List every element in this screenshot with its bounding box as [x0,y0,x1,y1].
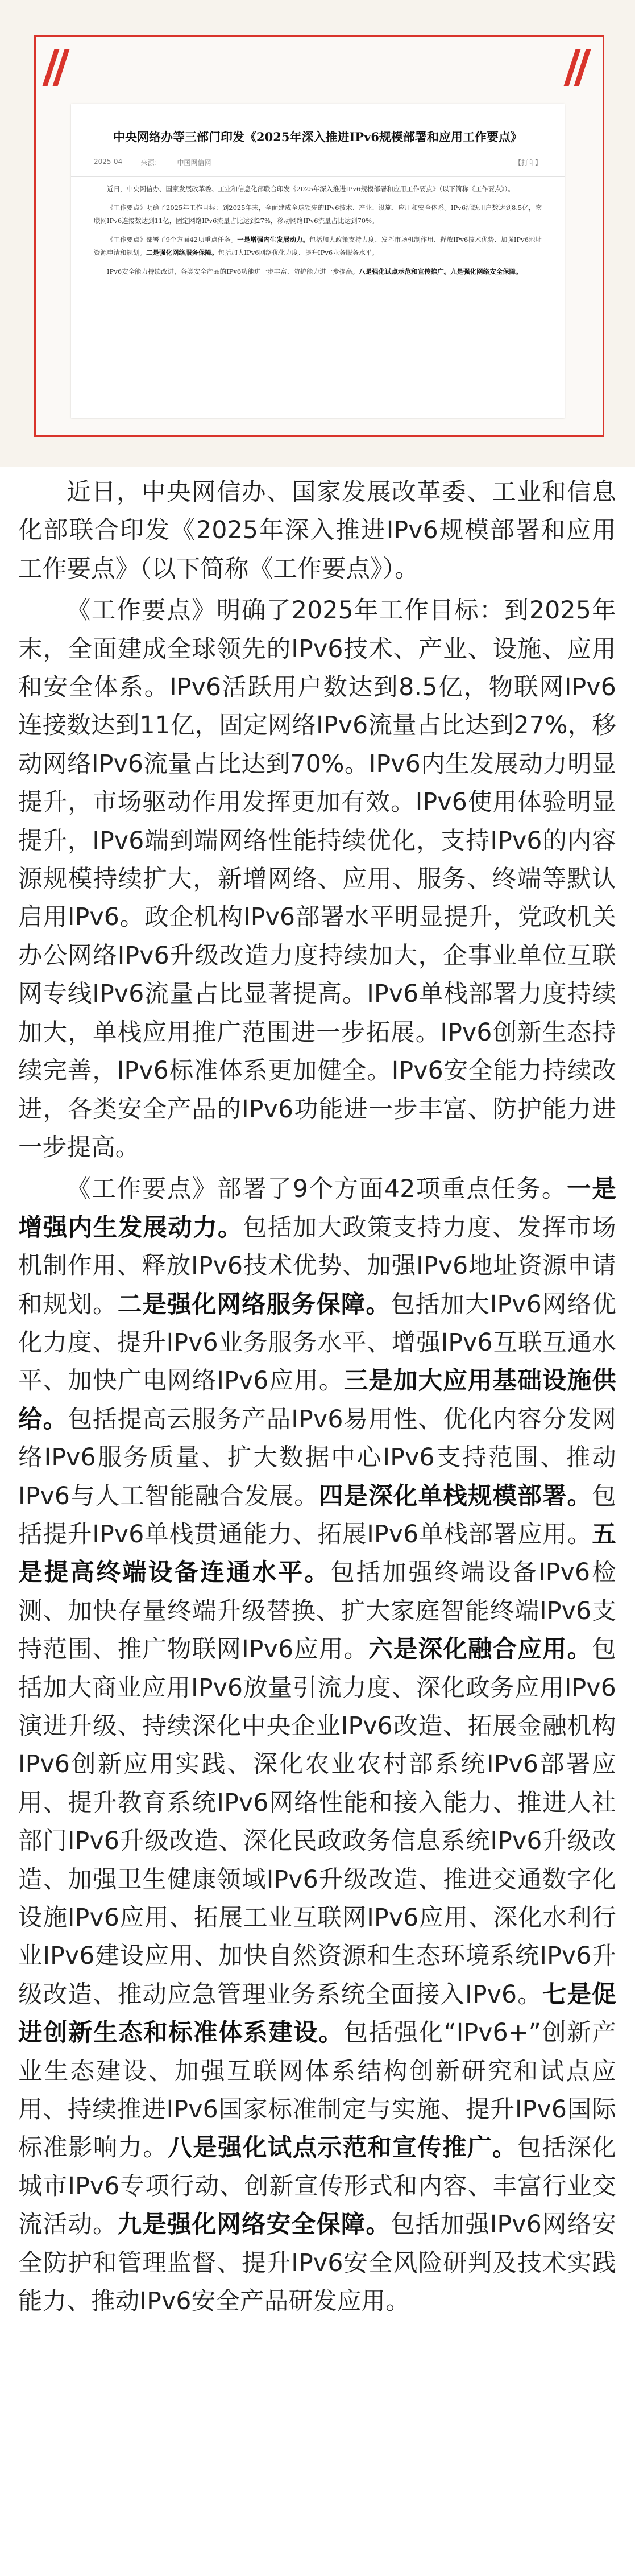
bold-heading: 九是强化网络安全保障。 [450,267,522,275]
bold-heading: 三是加大应用基础设施供给。 [18,1367,617,1434]
paragraph [71,259,565,278]
text-run: IPv6安全能力持续改进，各类安全产品的IPv6功能进一步丰富、防护能力进一步提高。 [107,267,359,275]
text-run: 包括加大商业应用IPv6放量引流力度、深化政务应用IPv6演进升级、持续深化中央企业IPv6改造、拓展金融机构IPv6创新应用实践、深化农业农村部系统IPv6部署应用、提升教育系统IPv6网络性能和接入能力、推进人社部门IPv6升级改造、深化民政政务信息系统IPv6升级改造、加强卫生健康领域IPv6升级改造、推进交通数字化设施IPv6应用、拓展工业互联网IPv6应用、深化水利行业IPv6建设应用、加快自然资源和生态环境系统IPv6升级改造、推动应急管理业务系统全面接入IPv6。 [18,1636,616,2009]
paragraph [18,1170,616,2321]
text-run: 包括加大IPv6网络优化力度、提升IPv6业务服务水平、增强IPv6互联互通水平、加快广电网络IPv6应用。 [18,1290,616,1396]
paragraph [18,473,616,588]
text-run: 《工作要点》明确了2025年工作目标：到2025年末，全面建成全球领先的IPv6技术、产业、设施、应用和安全体系。IPv6活跃用户数达到8.5亿，物联网IPv6连接数达到11亿，固定网络IPv6流量占比达到27%，移动网络IPv6流量占比达到70%。IPv6内生发展动力明显提升，市场驱动作用发挥更加有效。IPv6使用体验明显提升，IPv6端到端网络性能持续优化，支持IPv6的内容源规模持续扩大，新增网络、应用、服务、终端等默认启用IPv6。政企机构IPv6部署水平明显提升，党政机关办公网络IPv6升级改造力度持续加大，企事业单位互联网专线IPv6流量占比显著提高。IPv6单栈部署力度持续加大，单栈应用推广范围进一步拓展。IPv6创新生态持续完善，IPv6标准体系更加健全。IPv6安全能力持续改进，各类安全产品的IPv6功能进一步丰富、防护能力进一步提高。 [18,597,616,1162]
bold-heading: 六是深化融合应用。 [368,1636,592,1664]
bold-heading: 二是强化网络服务保障。 [146,249,218,257]
bold-heading: 九是强化网络安全保障。 [117,2211,391,2239]
document-body [71,177,565,278]
paragraph [71,228,565,259]
text-run: 包括加大政策支持力度、发挥市场机制作用、释放IPv6技术优势、加强IPv6地址资源申请和规划。 [18,1213,616,1319]
red-frame [34,35,604,437]
text-run: 包括提高云服务产品IPv6易用性、优化内容分发网络IPv6服务质量、扩大数据中心IPv6支持范围、推动IPv6与人工智能融合发展。 [18,1405,617,1510]
bold-heading: 四是深化单栈规模部署。 [318,1482,592,1510]
text-run: 《工作要点》部署了9个方面42项重点任务。 [67,1175,567,1204]
text-run: 包括加大IPv6网络优化力度、提升IPv6业务服务水平。 [218,249,379,257]
decorative-slash-icon [565,49,595,89]
text-run: 包括深化城市IPv6专项行动、创新宣传形式和内容、丰富行业交流活动。 [18,2134,616,2239]
header-image [0,0,635,467]
bold-heading: 七是促进创新生态和标准体系建设。 [18,1980,616,2047]
bold-heading: 五是提高终端设备连通水平。 [18,1520,616,1587]
bold-heading: 八是强化试点示范和宣传推广。 [168,2134,517,2162]
decorative-slash-icon [44,49,73,89]
meta-print: 【打印】 [514,159,542,167]
text-run: 近日，中央网信办、国家发展改革委、工业和信息化部联合印发《2025年深入推进IPv6规模部署和应用工作要点》（以下简称《工作要点》）。 [18,478,616,583]
text-run: 包括提升IPv6单栈贯通能力、拓展IPv6单栈部署应用。 [18,1482,616,1549]
meta-source-label: 来源： [140,159,161,167]
document-title: 中央网络办等三部门印发《2025年深入推进IPv6规模部署和应用工作要点》 [113,130,522,144]
paragraph [71,177,565,196]
document-meta [71,158,565,177]
text-run: 包括加强IPv6网络安全防护和管理监督、提升IPv6安全风险研判及技术实践能力、推动IPv6安全产品研发应用。 [18,2211,616,2316]
meta-source: 中国网信网 [177,159,211,167]
text-run: 包括加强终端设备IPv6检测、加快存量终端升级替换、扩大家庭智能终端IPv6支持范围、推广物联网IPv6应用。 [18,1559,616,1664]
text-run: 包括加大政策支持力度、发挥市场机制作用、释放IPv6技术优势、加强IPv6地址资源申请和规划。 [94,236,542,257]
text-run: 包括强化“IPv6+”创新产业生态建设、加强互联网体系结构创新研究和试点应用、持续推进IPv6国家标准制定与实施、提升IPv6国际标准影响力。 [18,2019,616,2162]
paragraph [71,196,565,228]
meta-date: 2025-04- [94,158,125,166]
text-run: 近日，中央网信办、国家发展改革委、工业和信息化部联合印发《2025年深入推进IPv6规模部署和应用工作要点》（以下简称《工作要点》）。 [107,185,514,193]
paragraph [18,592,616,1167]
bold-heading: 八是强化试点示范和宣传推广。 [359,267,451,275]
document-screenshot [71,104,565,418]
bold-heading: 一是增强内生发展动力。 [237,236,309,243]
bold-heading: 一是增强内生发展动力。 [18,1175,616,1242]
text-run: 《工作要点》明确了2025年工作目标：到2025年末，全面建成全球领先的IPv6技术、产业、设施、应用和安全体系。IPv6活跃用户数达到8.5亿，物联网IPv6连接数达到11亿，固定网络IPv6流量占比达到27%，移动网络IPv6流量占比达到70%。 [94,204,542,225]
text-run: 《工作要点》部署了9个方面42项重点任务。 [107,236,238,243]
article-body [18,473,616,2325]
bold-heading: 二是强化网络服务保障。 [117,1290,391,1319]
